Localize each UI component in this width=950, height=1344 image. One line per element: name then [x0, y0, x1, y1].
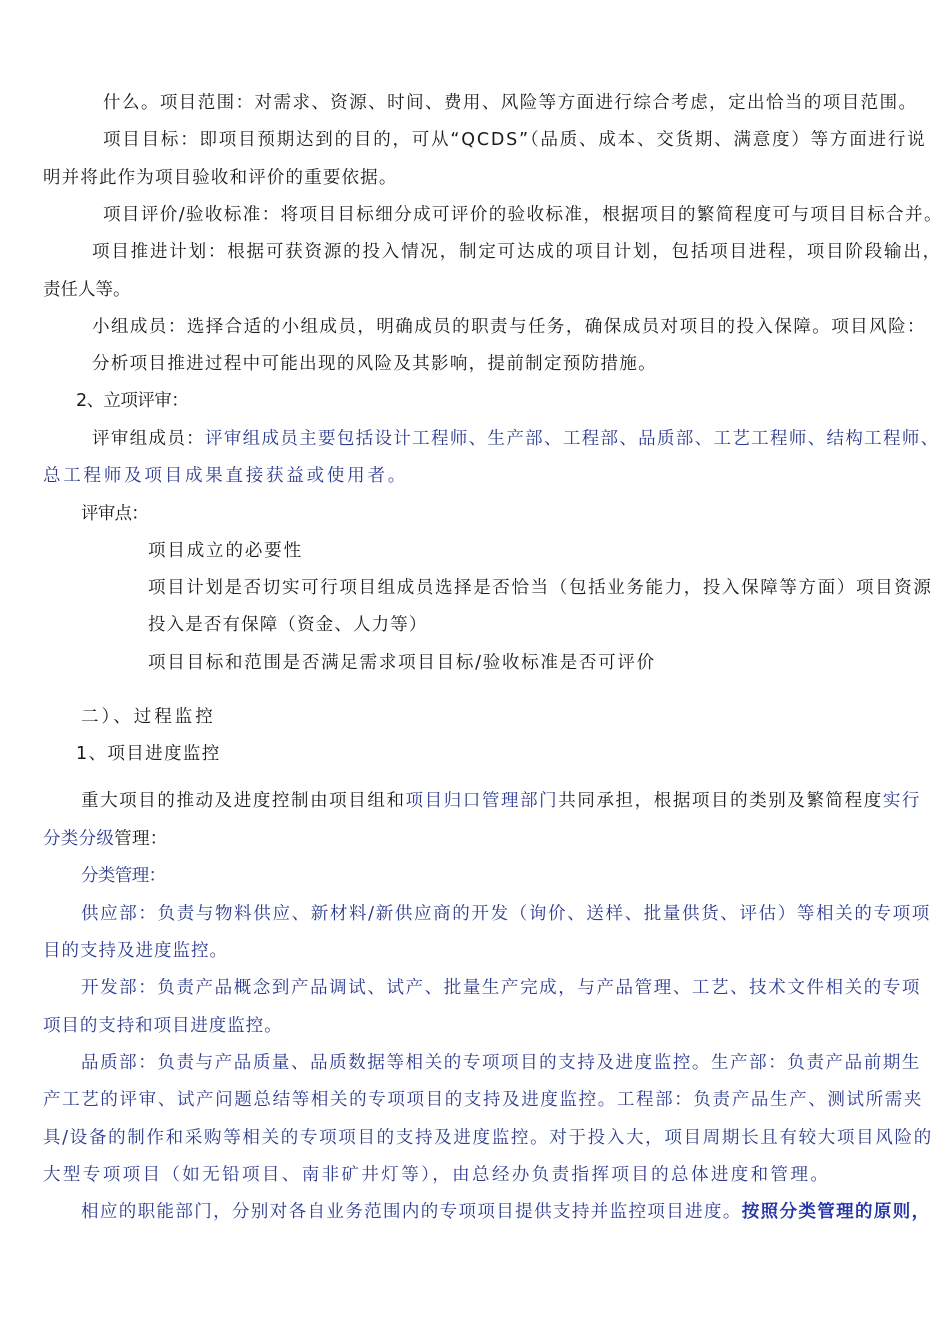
paragraph-line [92, 240, 942, 264]
text-run: 共同承担，根据项目的类别及繁简程度 [558, 791, 883, 811]
text-run: 责任人等。 [43, 280, 131, 300]
text-run: 2、立项评审： [76, 391, 189, 411]
text-run: 管理： [114, 829, 168, 849]
text-run-blue: 项目的支持和项目进度监控。 [43, 1016, 283, 1036]
text-run-blue: 实行 [882, 791, 922, 811]
paragraph-line [81, 864, 166, 888]
text-run-blue: 品质部：负责与产品质量、品质数据等相关的专项项目的支持及进度监控。生产部：负责产品前期生 [81, 1053, 921, 1073]
section-heading [76, 742, 221, 766]
text-run: 明并将此作为项目验收和评价的重要依据。 [43, 168, 398, 188]
paragraph-line [81, 789, 921, 813]
list-item [148, 651, 656, 675]
paragraph-line [103, 128, 926, 152]
list-item [148, 576, 933, 600]
text-run: 评审点： [81, 504, 148, 524]
text-run: 评审组成员： [92, 429, 205, 449]
paragraph-line [43, 1126, 933, 1150]
text-run: 分析项目推进过程中可能出现的风险及其影响，提前制定预防措施。 [92, 354, 657, 374]
text-run: 重大项目的推动及进度控制由项目组和 [81, 791, 406, 811]
paragraph-line [43, 1014, 283, 1038]
paragraph-line [43, 166, 398, 190]
list-item [148, 539, 303, 563]
text-run: 投入是否有保障（资金、人力等） [148, 615, 428, 635]
paragraph-line [81, 902, 931, 926]
paragraph-line [103, 203, 943, 227]
text-run-blue: 评审组成员主要包括设计工程师、生产部、工程部、品质部、工艺工程师、结构工程师、 [205, 429, 940, 449]
paragraph-line [43, 1163, 830, 1187]
text-run: 项目计划是否切实可行项目组成员选择是否恰当（包括业务能力，投入保障等方面）项目资源 [148, 578, 933, 598]
text-run: 项目目标：即项目预期达到的目的，可从“QCDS”（品质、成本、交货期、满意度）等方面进行说 [103, 130, 927, 150]
text-run-blue: 供应部：负责与物料供应、新材料/新供应商的开发（询价、送样、批量供货、评估）等相关的专项项 [81, 904, 931, 924]
paragraph-line [92, 427, 940, 451]
paragraph-line [43, 939, 228, 963]
paragraph-line [43, 278, 131, 302]
paragraph-line [43, 827, 168, 851]
text-run-blue: 开发部：负责产品概念到产品调试、试产、批量生产完成，与产品管理、工艺、技术文件相关的专项 [81, 978, 921, 998]
section-heading [81, 705, 216, 729]
paragraph-line [92, 315, 926, 339]
text-run-blue: 总工程师及项目成果直接获益或使用者。 [43, 466, 408, 486]
text-run: 二）、过程监控 [81, 707, 216, 727]
paragraph-line [43, 1088, 923, 1112]
paragraph-line [81, 976, 921, 1000]
text-run: 项目推进计划：根据可获资源的投入情况，制定可达成的项目计划，包括项目进程，项目阶段输出， [92, 242, 942, 262]
text-run: 项目成立的必要性 [148, 541, 303, 561]
text-run-blue: 项目归口管理部门 [405, 791, 559, 811]
text-run-blue: 分类分级 [43, 829, 115, 849]
paragraph-line [81, 1051, 921, 1075]
text-run: 什么。项目范围：对需求、资源、时间、费用、风险等方面进行综合考虑，定出恰当的项目范围。 [103, 93, 918, 113]
list-item [148, 613, 428, 637]
text-run-blue: 目的支持及进度监控。 [43, 941, 228, 961]
paragraph-line [103, 91, 918, 115]
text-run: 项目评价/验收标准：将项目目标细分成可评价的验收标准，根据项目的繁简程度可与项目目标合并。 [103, 205, 943, 225]
section-heading [76, 389, 188, 413]
text-run-blue: 产工艺的评审、试产问题总结等相关的专项项目的支持及进度监控。工程部：负责产品生产、测试所需夹 [43, 1090, 923, 1110]
text-run-blue-bold: 按照分类管理的原则， [741, 1202, 931, 1222]
text-run: 1、项目进度监控 [76, 744, 221, 764]
paragraph-line [43, 464, 408, 488]
text-run: 小组成员：选择合适的小组成员，明确成员的职责与任务，确保成员对项目的投入保障。项目风险： [92, 317, 926, 337]
text-run: 项目目标和范围是否满足需求项目目标/验收标准是否可评价 [148, 653, 656, 673]
text-run-blue: 相应的职能部门，分别对各自业务范围内的专项项目提供支持并监控项目进度。 [81, 1202, 742, 1222]
paragraph-line [81, 1200, 931, 1224]
text-run-blue: 分类管理： [81, 866, 166, 886]
text-run-blue: 具/设备的制作和采购等相关的专项项目的支持及进度监控。对于投入大，项目周期长且有较大项目风险的 [43, 1128, 933, 1148]
paragraph-line [92, 352, 657, 376]
text-run-blue: 大型专项项目（如无铅项目、南非矿井灯等），由总经办负责指挥项目的总体进度和管理。 [43, 1165, 831, 1185]
paragraph-line [81, 502, 148, 526]
